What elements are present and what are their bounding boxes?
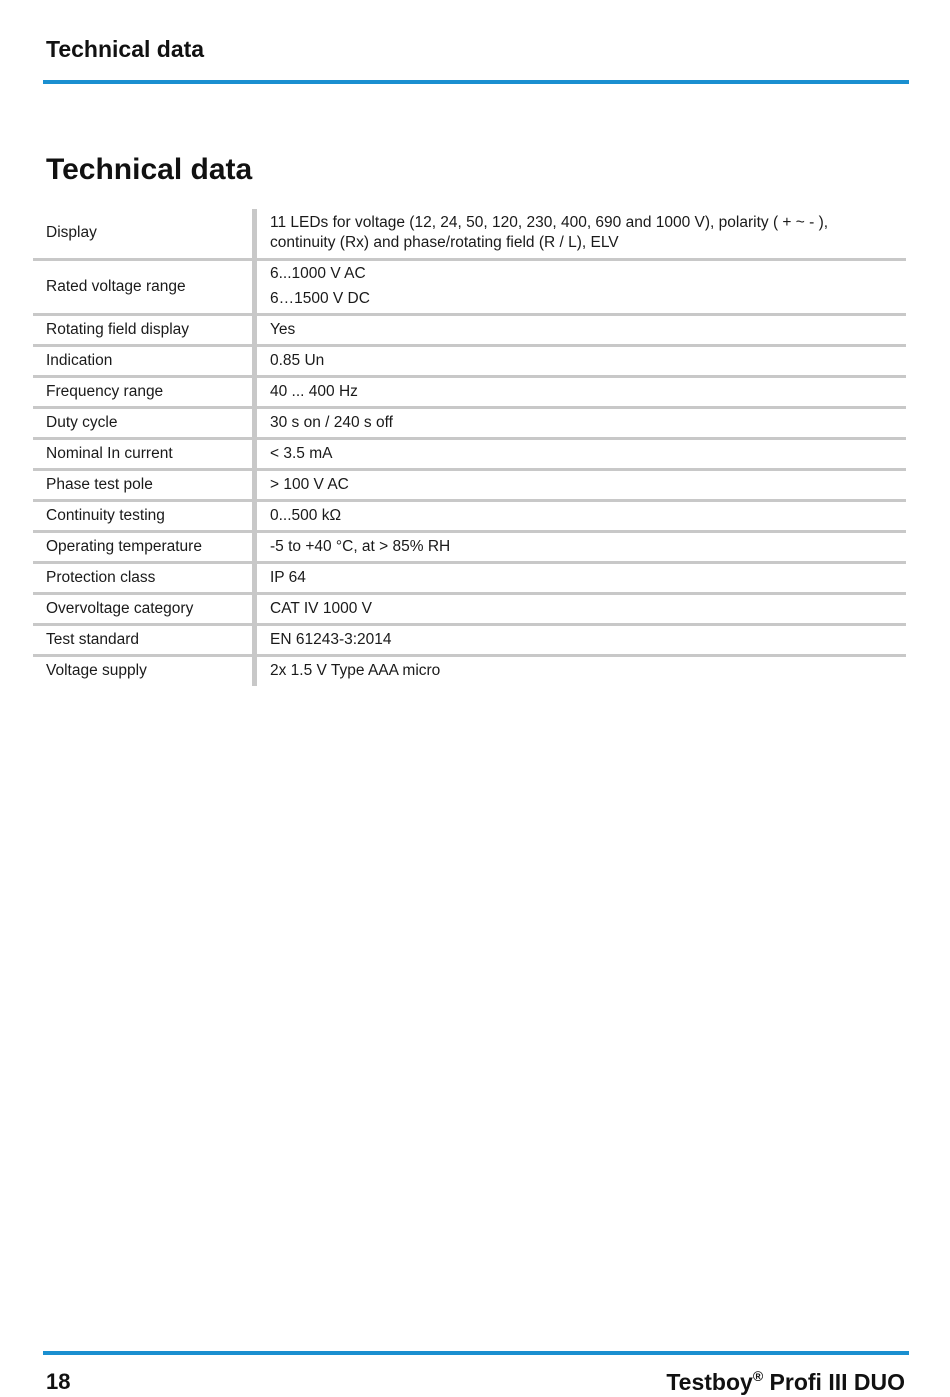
spec-value-line: 11 LEDs for voltage (12, 24, 50, 120, 230, 400, 690 and 1000 V), polarity ( + ~ - ),	[270, 214, 829, 232]
spec-label: Overvoltage category	[33, 593, 255, 624]
footer-rule	[43, 1351, 909, 1355]
spec-value: Yes	[255, 314, 907, 345]
spec-row-protection-class	[33, 562, 906, 593]
spec-row-rated-voltage-range	[33, 259, 906, 314]
spec-label: Frequency range	[33, 376, 255, 407]
spec-row-overvoltage-category	[33, 593, 906, 624]
spec-row-voltage-supply	[33, 655, 906, 686]
spec-row-continuity-testing	[33, 500, 906, 531]
registered-mark: ®	[752, 1368, 764, 1384]
header-rule	[43, 80, 909, 84]
spec-value: EN 61243-3:2014	[255, 624, 907, 655]
spec-label: Nominal In current	[33, 438, 255, 469]
spec-row-duty-cycle	[33, 407, 906, 438]
spec-value: -5 to +40 °C, at > 85% RH	[255, 531, 907, 562]
spec-value	[255, 259, 907, 314]
model-name: Profi III DUO	[763, 1369, 905, 1395]
spec-value	[255, 209, 907, 259]
spec-row-nominal-current	[33, 438, 906, 469]
spec-row-frequency-range	[33, 376, 906, 407]
spec-value: IP 64	[255, 562, 907, 593]
spec-row-operating-temperature	[33, 531, 906, 562]
spec-label: Indication	[33, 345, 255, 376]
spec-value: > 100 V AC	[255, 469, 907, 500]
spec-value-line: 6...1000 V AC	[270, 265, 366, 282]
spec-label: Rotating field display	[33, 314, 255, 345]
technical-data-table	[33, 209, 906, 686]
spec-label: Protection class	[33, 562, 255, 593]
spec-label: Duty cycle	[33, 407, 255, 438]
spec-value: CAT IV 1000 V	[255, 593, 907, 624]
product-name	[666, 1368, 905, 1396]
spec-label: Phase test pole	[33, 469, 255, 500]
spec-label: Display	[33, 209, 255, 259]
spec-row-test-standard	[33, 624, 906, 655]
spec-row-indication	[33, 345, 906, 376]
spec-label: Rated voltage range	[33, 259, 255, 314]
spec-row-phase-test-pole	[33, 469, 906, 500]
spec-value: 0.85 Un	[255, 345, 907, 376]
spec-value: 0...500 kΩ	[255, 500, 907, 531]
spec-value: 40 ... 400 Hz	[255, 376, 907, 407]
brand-name: Testboy	[666, 1369, 753, 1395]
spec-label: Operating temperature	[33, 531, 255, 562]
page-number: 18	[46, 1369, 71, 1394]
spec-row-display	[33, 209, 906, 259]
running-header-title: Technical data	[46, 36, 205, 62]
spec-label: Test standard	[33, 624, 255, 655]
spec-value-line: 6…1500 V DC	[270, 290, 370, 307]
spec-row-rotating-field-display	[33, 314, 906, 345]
spec-label: Voltage supply	[46, 662, 147, 680]
spec-value: < 3.5 mA	[255, 438, 907, 469]
spec-value: 2x 1.5 V Type AAA micro	[255, 655, 907, 686]
section-title: Technical data	[46, 153, 253, 186]
spec-label: Continuity testing	[33, 500, 255, 531]
spec-value-line: continuity (Rx) and phase/rotating field (R / L), ELV	[270, 234, 619, 252]
spec-value: 30 s on / 240 s off	[255, 407, 907, 438]
